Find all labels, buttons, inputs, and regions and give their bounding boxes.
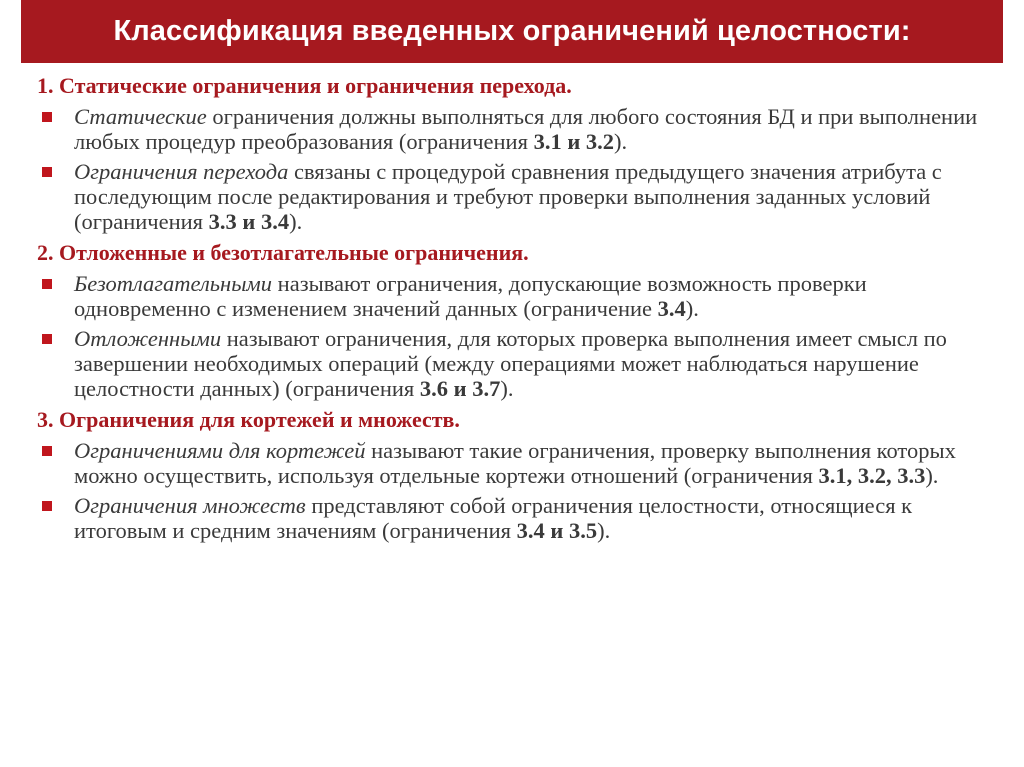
square-bullet-icon — [42, 501, 52, 511]
square-bullet-icon — [42, 279, 52, 289]
bullet-text: Ограничения множеств представляют собой ограничения целостности, относящиеся к итоговым и средним значениям (ограничения 3.4 и 3.5). — [74, 493, 913, 543]
slide-title: Классификация введенных ограничений целостности: — [113, 15, 911, 47]
section-1 — [37, 72, 987, 234]
term: Статические — [74, 104, 207, 129]
square-bullet-icon — [42, 446, 52, 456]
list-item — [37, 493, 987, 543]
section-heading: 1. Статические ограничения и ограничения перехода. — [37, 73, 572, 98]
term: Отложенными — [74, 326, 222, 351]
bullet-text: Статические ограничения должны выполняться для любого состояния БД и при выполнении любых процедур преобразования (ограничения 3.1 и 3.2). — [74, 104, 978, 154]
list-item — [37, 438, 987, 488]
slide-content — [37, 72, 987, 548]
square-bullet-icon — [42, 167, 52, 177]
section-heading: 2. Отложенные и безотлагательные ограничения. — [37, 240, 529, 265]
section-heading: 3. Ограничения для кортежей и множеств. — [37, 407, 460, 432]
term: Безотлагательными — [74, 271, 273, 296]
list-item — [37, 326, 987, 401]
title-bar — [21, 0, 1003, 63]
bullet-text: Ограничения перехода связаны с процедурой сравнения предыдущего значения атрибута с последующим после редактирования и требуют проверки выполнения заданных условий (ограничения 3.3 и 3.4). — [74, 159, 942, 234]
list-item — [37, 271, 987, 321]
section-3 — [37, 406, 987, 543]
list-item — [37, 104, 987, 154]
term: Ограничения множеств — [74, 493, 306, 518]
term: Ограничения перехода — [74, 159, 289, 184]
term: Ограничениями для кортежей — [74, 438, 366, 463]
section-2 — [37, 239, 987, 401]
list-item — [37, 159, 987, 234]
square-bullet-icon — [42, 112, 52, 122]
bullet-text: Безотлагательными называют ограничения, допускающие возможность проверки одновременно с изменением значений данных (ограничение 3.4). — [74, 271, 867, 321]
bullet-text: Отложенными называют ограничения, для которых проверка выполнения имеет смысл по завершении необходимых операций (между операциями может наблюдаться нарушение целостности данных) (ограничения 3.6 и 3.7). — [74, 326, 947, 401]
bullet-text: Ограничениями для кортежей называют такие ограничения, проверку выполнения которых можно осуществить, используя отдельные кортежи отношений (ограничения 3.1, 3.2, 3.3). — [74, 438, 956, 488]
square-bullet-icon — [42, 334, 52, 344]
